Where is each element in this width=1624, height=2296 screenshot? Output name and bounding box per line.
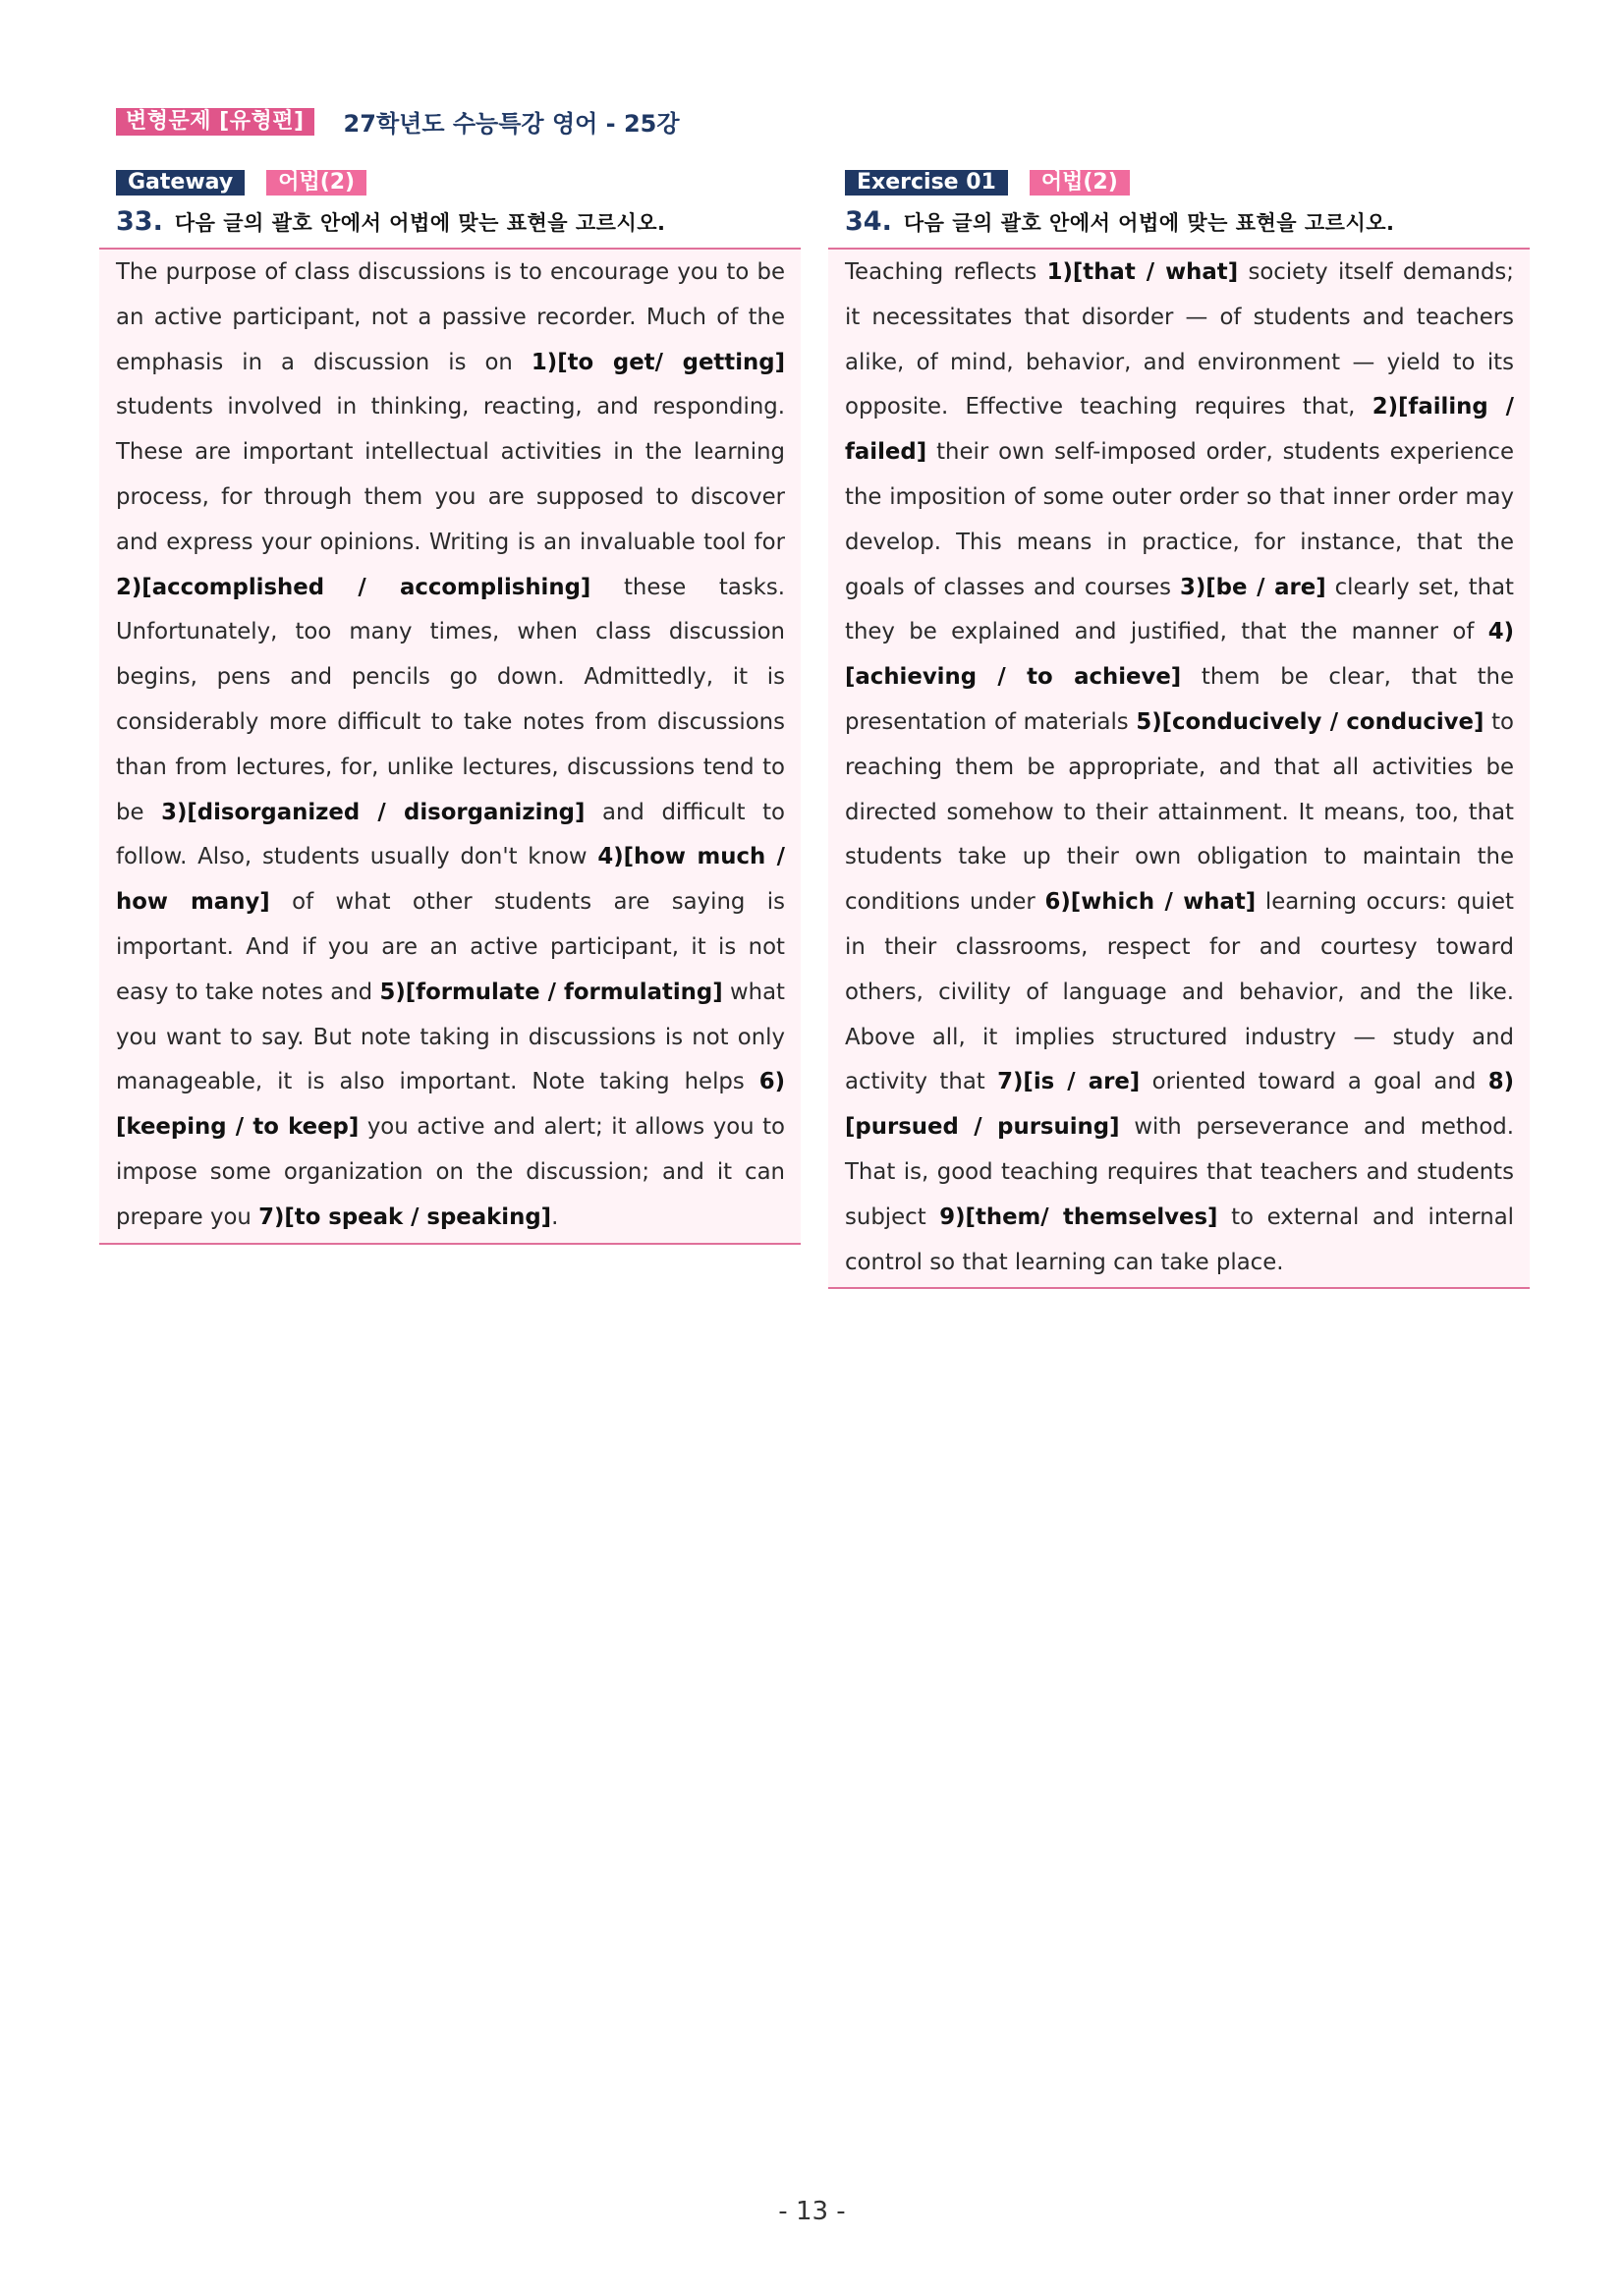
right-question-line: [845, 206, 1530, 240]
blank-choice: 8)[pursued / pursuing]: [845, 1069, 1514, 1141]
blank-choice: 1)[to get/ getting]: [531, 349, 785, 375]
passage-text: of what other students are saying is important. And if you are an active participant, it is not easy to take notes and: [116, 889, 785, 1005]
blank-choice: 5)[conducively / conducive]: [1136, 708, 1484, 735]
page-number: - 13 -: [778, 2197, 846, 2226]
passage-text: Teaching reflects: [845, 259, 1047, 285]
right-passage: [845, 251, 1514, 1285]
variant-tag: 변형문제 [유형편]: [116, 108, 314, 136]
question-instruction: 다음 글의 괄호 안에서 어법에 맞는 표현을 고르시오.: [174, 211, 666, 235]
page-header: [116, 104, 680, 139]
left-category-label: 어법(2): [266, 170, 366, 196]
right-passage-box: [828, 248, 1530, 1289]
left-passage-box: [99, 248, 801, 1245]
passage-text: The purpose of class discussions is to encourage you to be an active participant, not a passive recorder. Much of the emphasis in a discussion is on: [116, 259, 785, 375]
question-number: 33.: [116, 206, 163, 237]
passage-text: society itself demands; it necessitates that disorder — of students and teachers alike, of mind, behavior, and environment — yield to its opposite. Effective teaching requires that,: [845, 259, 1514, 420]
passage-text: them be clear, that the presentation of materials: [845, 664, 1514, 735]
left-column: [99, 169, 801, 1245]
blank-choice: 4)[achieving / to achieve]: [845, 619, 1514, 691]
passage-text: students involved in thinking, reacting, and responding. These are important intellectual activities in the learning process, for through them you are supposed to discover and express your opinions. Writing is an invaluable tool for: [116, 394, 785, 555]
gateway-label: Gateway: [116, 170, 245, 196]
passage-text: .: [551, 1204, 559, 1230]
book-title: 27학년도 수능특강 영어 - 25강: [343, 110, 680, 138]
passage-text: to reaching them be appropriate, and that all activities be directed somehow to their attainment. It means, too, that students take up their own obligation to maintain the conditions under: [845, 708, 1514, 916]
left-tag-row: [116, 169, 801, 196]
blank-choice: 9)[them/ themselves]: [939, 1204, 1218, 1230]
question-instruction: 다음 글의 괄호 안에서 어법에 맞는 표현을 고르시오.: [903, 211, 1395, 235]
passage-text: you active and alert; it allows you to impose some organization on the discussion; and it can prepare you: [116, 1114, 785, 1230]
exercise-label: Exercise 01: [845, 170, 1008, 196]
question-number: 34.: [845, 206, 892, 237]
blank-choice: 5)[formulate / formulating]: [379, 979, 723, 1005]
left-question-line: [116, 206, 801, 240]
left-passage: [116, 251, 785, 1241]
blank-choice: 6)[which / what]: [1044, 889, 1257, 916]
passage-text: with perseverance and method. That is, good teaching requires that teachers and students subject: [845, 1114, 1514, 1230]
passage-text: these tasks. Unfortunately, too many times, when class discussion begins, pens and pencils go down. Admittedly, it is considerably more difficult to take notes from discussions than from lectures, for, unlike lectures, discussions tend to be: [116, 574, 785, 825]
blank-choice: 1)[that / what]: [1046, 259, 1239, 285]
blank-choice: 7)[is / are]: [997, 1069, 1141, 1095]
blank-choice: 3)[be / are]: [1179, 574, 1326, 600]
right-tag-row: [845, 169, 1530, 196]
passage-text: learning occurs: quiet in their classrooms, respect for and courtesy toward others, civility of language and behavior, and the like. Above all, it implies structured industry — study and activity that: [845, 889, 1514, 1095]
blank-choice: 6)[keeping / to keep]: [116, 1069, 785, 1141]
passage-text: oriented toward a goal and: [1140, 1069, 1488, 1095]
right-category-label: 어법(2): [1030, 170, 1130, 196]
blank-choice: 2)[failing / failed]: [845, 394, 1514, 466]
passage-text: and difficult to follow. Also, students usually don't know: [116, 799, 785, 870]
blank-choice: 7)[to speak / speaking]: [258, 1204, 552, 1230]
passage-text: what you want to say. But note taking in discussions is not only manageable, it is also important. Note taking helps: [116, 979, 785, 1095]
passage-text: to external and internal control so that learning can take place.: [845, 1204, 1514, 1275]
passage-text: clearly set, that they be explained and justified, that the manner of: [845, 574, 1514, 645]
blank-choice: 2)[accomplished / accomplishing]: [116, 574, 591, 600]
right-column: [828, 169, 1530, 1289]
blank-choice: 3)[disorganized / disorganizing]: [161, 799, 586, 825]
blank-choice: 4)[how much / how many]: [116, 844, 785, 916]
passage-text: their own self-imposed order, students experience the imposition of some outer order so that inner order may develop. This means in practice, for instance, that the goals of classes and courses: [845, 439, 1514, 600]
